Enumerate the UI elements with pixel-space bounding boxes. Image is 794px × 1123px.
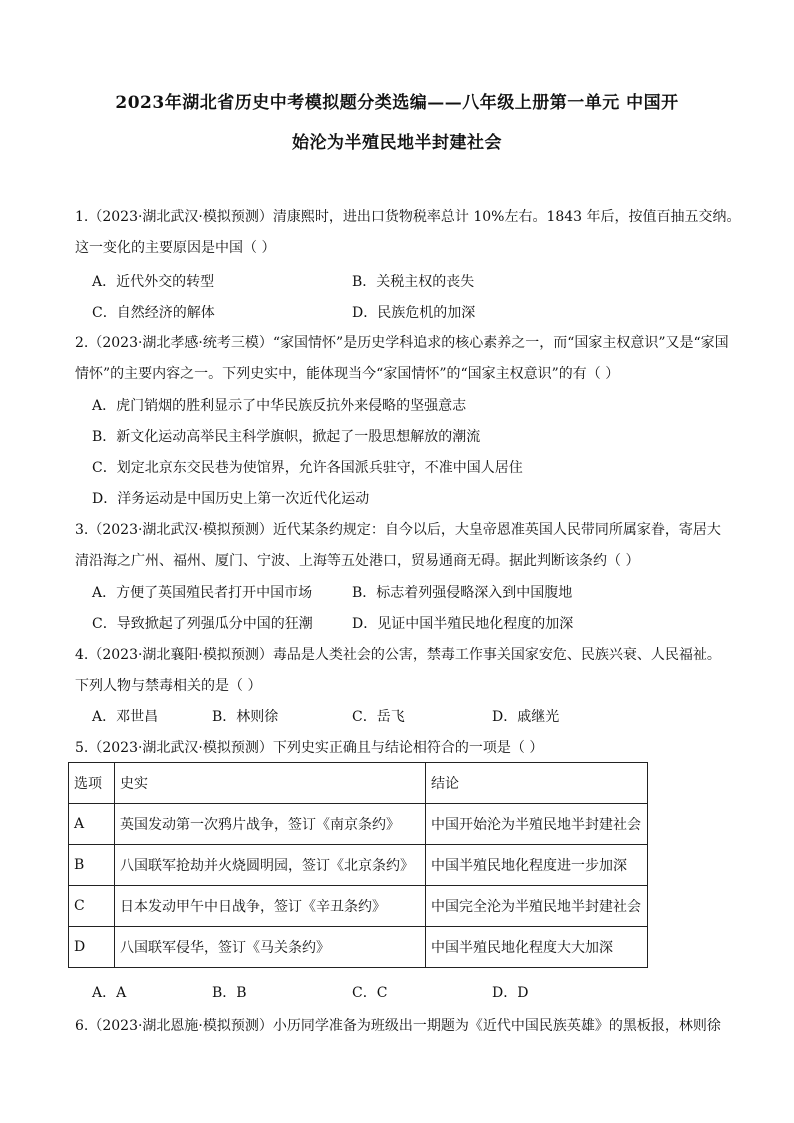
table-cell-option: C: [69, 886, 115, 927]
table-cell-fact: 八国联军侵华，签订《马关条约》: [115, 927, 426, 968]
q2-stem-line-2: 情怀”的主要内容之一。下列史实中，能体现当今“家国情怀”的“国家主权意识”的有（ ）: [75, 366, 620, 382]
q6-stem-line-1: 6.（2023·湖北恩施·模拟预测）小历同学准备为班级出一期题为《近代中国民族英雄》的黑板报，林则徐: [75, 1018, 721, 1034]
q3-stem-line-2: 清沿海之广州、福州、厦门、宁波、上海等五处港口，贸易通商无碍。据此判断该条约（ ）: [75, 553, 640, 569]
q4-option-c: C．岳飞: [352, 709, 405, 725]
table-cell-conclusion: 中国完全沦为半殖民地半封建社会: [426, 886, 648, 927]
q5-option-d: D．D: [492, 985, 529, 1001]
table-cell-conclusion: 中国开始沦为半殖民地半封建社会: [426, 804, 648, 845]
table-cell-fact: 日本发动甲午中日战争，签订《辛丑条约》: [115, 886, 426, 927]
q2-option-b: B．新文化运动高举民主科学旗帜，掀起了一股思想解放的潮流: [92, 429, 481, 445]
q1-option-c: C．自然经济的解体: [92, 305, 215, 321]
q5-option-c: C．C: [352, 985, 388, 1001]
table-header-conclusion: 结论: [426, 763, 648, 804]
table-cell-fact: 八国联军抢劫并火烧圆明园，签订《北京条约》: [115, 845, 426, 886]
table-header-option: 选项: [69, 763, 115, 804]
document-title-line-2: 始沦为半殖民地半封建社会: [292, 133, 502, 153]
q1-option-b: B．关税主权的丧失: [352, 274, 475, 290]
table-cell-option: D: [69, 927, 115, 968]
table-cell-conclusion: 中国半殖民地化程度大大加深: [426, 927, 648, 968]
q4-option-d: D．戚继光: [492, 709, 560, 725]
q1-stem-line-2: 这一变化的主要原因是中国（ ）: [75, 240, 276, 256]
q1-option-d: D．民族危机的加深: [352, 305, 476, 321]
q3-option-b: B．标志着列强侵略深入到中国腹地: [352, 585, 573, 601]
q4-option-b: B．林则徐: [212, 709, 279, 725]
q5-table: [68, 762, 648, 968]
q2-stem-line-1: 2.（2023·湖北孝感·统考三模）“家国情怀”是历史学科追求的核心素养之一，而“国家主权意识”又是“家国: [75, 335, 729, 351]
table-cell-option: B: [69, 845, 115, 886]
q4-stem-line-1: 4.（2023·湖北襄阳·模拟预测）毒品是人类社会的公害，禁毒工作事关国家安危、民族兴衰、人民福祉。: [75, 647, 721, 663]
q4-stem-line-2: 下列人物与禁毒相关的是（ ）: [75, 678, 262, 694]
q3-option-d: D．见证中国半殖民地化程度的加深: [352, 616, 574, 632]
table-row: [69, 886, 648, 927]
q5-option-b: B．B: [212, 985, 247, 1001]
q1-stem-line-1: 1.（2023·湖北武汉·模拟预测）清康熙时，进出口货物税率总计 10%左右。1843 年后，按值百抽五交纳。: [75, 209, 741, 225]
table-row: [69, 804, 648, 845]
q3-option-c: C．导致掀起了列强瓜分中国的狂潮: [92, 616, 313, 632]
q2-option-c: C．划定北京东交民巷为使馆界，允许各国派兵驻守，不准中国人居住: [92, 460, 523, 476]
table-row: [69, 845, 648, 886]
q4-option-a: A．邓世昌: [92, 709, 159, 725]
table-cell-conclusion: 中国半殖民地化程度进一步加深: [426, 845, 648, 886]
table-header-fact: 史实: [115, 763, 426, 804]
document-title-line-1: 2023年湖北省历史中考模拟题分类选编——八年级上册第一单元 中国开: [115, 93, 679, 113]
table-cell-option: A: [69, 804, 115, 845]
q5-option-a: A．A: [92, 985, 127, 1001]
table-header-row: [69, 763, 648, 804]
table-row: [69, 927, 648, 968]
q1-option-a: A．近代外交的转型: [92, 274, 215, 290]
q2-option-a: A．虎门销烟的胜利显示了中华民族反抗外来侵略的坚强意志: [92, 398, 467, 414]
q3-stem-line-1: 3.（2023·湖北武汉·模拟预测）近代某条约规定：自今以后，大皇帝恩准英国人民带同所属家眷，寄居大: [75, 522, 721, 538]
table-cell-fact: 英国发动第一次鸦片战争，签订《南京条约》: [115, 804, 426, 845]
q5-stem-line-1: 5.（2023·湖北武汉·模拟预测）下列史实正确且与结论相符合的一项是（ ）: [75, 740, 544, 756]
q2-option-d: D．洋务运动是中国历史上第一次近代化运动: [92, 491, 370, 507]
q3-option-a: A．方便了英国殖民者打开中国市场: [92, 585, 313, 601]
